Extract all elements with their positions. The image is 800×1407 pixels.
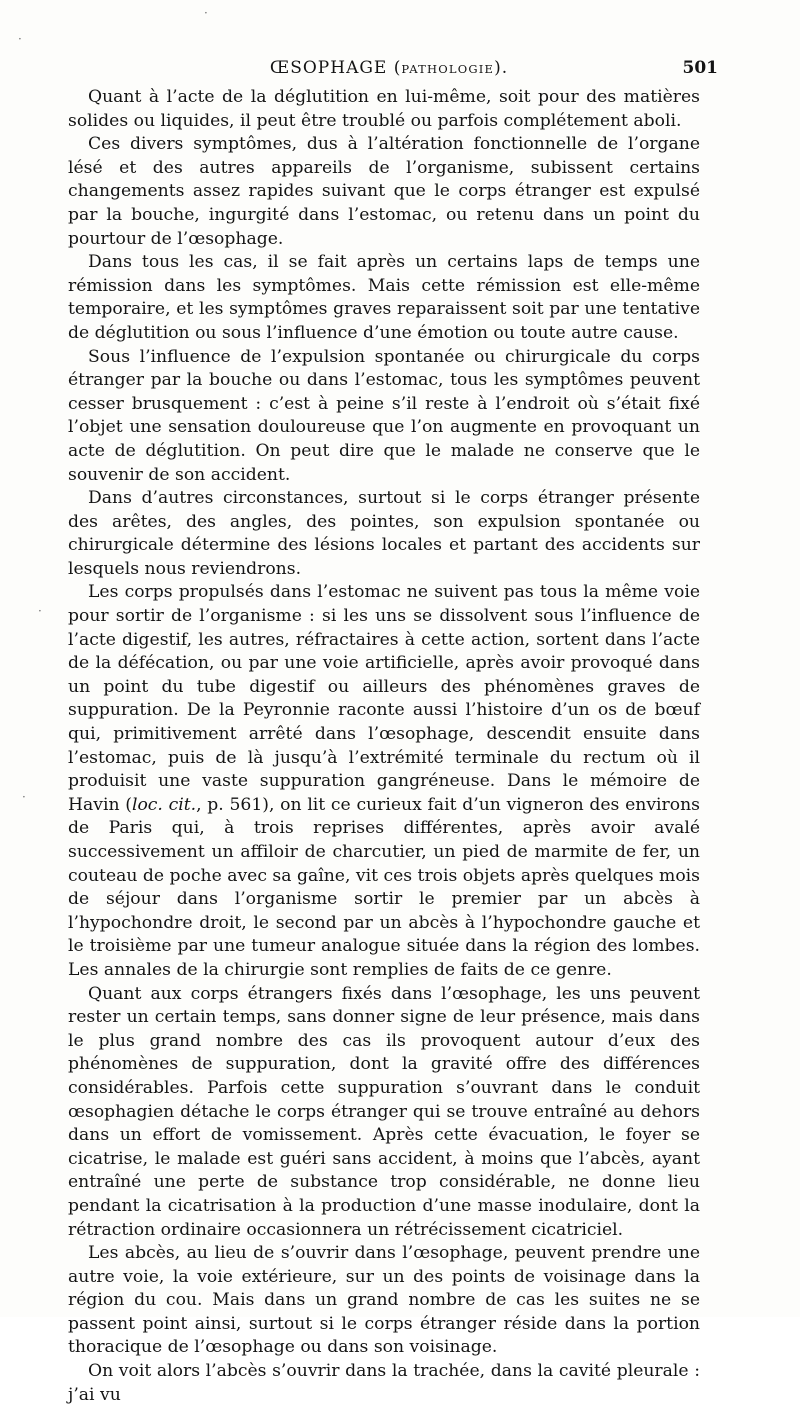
paragraph bbox=[68, 581, 700, 982]
header-title-sub: PATHOLOGIE bbox=[401, 62, 495, 76]
paragraph: Ces divers symptômes, dus à l’altération fonctionnelle de l’organe lésé et des autres appareils de l’organisme, subissent certains changements assez rapides suivant que le corps étranger est expulsé par la bouche, ingurgité dans l’estomac, ou retenu dans un point du pourtour de l’œsophage. bbox=[68, 134, 700, 249]
margin-speck-mark: · bbox=[22, 790, 26, 804]
margin-speck-mark: · bbox=[204, 6, 208, 20]
paragraph: Dans tous les cas, il se fait après un certains laps de temps une rémission dans les symptômes. Mais cette rémission est elle-même temporaire, et les symptômes graves reparaissent soit par une tentative de déglutition ou sous l’influence d’une émotion ou toute autre cause. bbox=[68, 252, 700, 343]
page-number: 501 bbox=[682, 58, 718, 78]
margin-speck-mark: · bbox=[18, 32, 22, 46]
running-header bbox=[60, 58, 718, 82]
paragraph-text: Les corps propulsés dans l’estomac ne suivent pas tous la même voie pour sortir de l’organisme : si les uns se dissolvent sous l’influence de l’acte digestif, les autres, réfractaires à cette action, sortent dans l’acte de la défécation, ou par une voie artificielle, après avoir provoqué dans un point du tube digestif ou ailleurs des phénomènes graves de suppuration. De la Peyronnie raconte aussi l’histoire d’un os de bœuf qui, primitivement arrêté dans l’œsophage, descendit ensuite dans l’estomac, puis de là jusqu’à l’extrémité terminale du rectum où il produisit une vaste suppuration gangréneuse. Dans le mémoire de Havin ( bbox=[68, 582, 700, 815]
paragraph: Sous l’influence de l’expulsion spontanée ou chirurgicale du corps étranger par la bouche ou dans l’estomac, tous les symptômes peuvent cesser brusquement : c’est à peine s’il reste à l’endroit où s’était fixé l’objet une sensation douloureuse que l’on augmente en provoquant un acte de déglutition. On peut dire que le malade ne conserve que le souvenir de son accident. bbox=[68, 346, 700, 485]
header-title-close: ). bbox=[494, 58, 509, 78]
paragraph: Dans d’autres circonstances, surtout si le corps étranger présente des arêtes, des angles, des pointes, son expulsion spontanée ou chirurgicale détermine des lésions locales et partant des accidents sur lesquels nous reviendrons. bbox=[68, 488, 700, 579]
paragraph: Quant aux corps étrangers fixés dans l’œsophage, les uns peuvent rester un certain temps, sans donner signe de leur présence, mais dans le plus grand nombre des cas ils provoquent autour d’eux des phénomènes de suppuration, dont la gravité offre des différences considérables. Parfois cette suppuration s’ouvrant dans le conduit œsophagien détache le corps étranger qui se trouve entraîné au dehors dans un effort de vomissement. Après cette évacuation, le foyer se cicatrise, le malade est guéri sans accident, à moins que l’abcès, ayant entraîné une perte de substance trop considérable, ne donne lieu pendant la cicatrisation à la production d’une masse inodulaire, dont la rétraction ordinaire occasionnera un rétrécissement cicatriciel. bbox=[68, 983, 700, 1240]
paragraph: On voit alors l’abcès s’ouvrir dans la trachée, dans la cavité pleurale : j’ai vu bbox=[68, 1361, 700, 1405]
header-title bbox=[60, 58, 718, 78]
margin-speck-mark: · bbox=[38, 604, 42, 618]
paragraph: Quant à l’acte de la déglutition en lui-même, soit pour des matières solides ou liquides, il peut être troublé ou parfois complétement aboli. bbox=[68, 87, 700, 131]
paragraph-text: , p. 561), on lit ce curieux fait d’un vigneron des environs de Paris qui, à trois reprises différentes, après avoir avalé successivement un affiloir de charcutier, un pied de marmite de fer, un couteau de poche avec sa gaîne, vit ces trois objets après quelques mois de séjour dans l’organisme sortir le premier par un abcès à l’hypochondre droit, le second par un abcès à l’hypochondre gauche et le troisième par une tumeur analogue située dans la région des lombes. Les annales de la chirurgie sont remplies de faits de ce genre. bbox=[68, 794, 700, 980]
body-text bbox=[68, 86, 700, 1407]
header-title-main: ŒSOPHAGE ( bbox=[269, 58, 402, 78]
citation-italic: loc. cit. bbox=[131, 794, 197, 815]
paragraph: Les abcès, au lieu de s’ouvrir dans l’œsophage, peuvent prendre une autre voie, la voie extérieure, sur un des points de voisinage dans la région du cou. Mais dans un grand nombre de cas les suites ne se passent point ainsi, surtout si le corps étranger réside dans la portion thoracique de l’œsophage ou dans son voisinage. bbox=[68, 1243, 700, 1358]
